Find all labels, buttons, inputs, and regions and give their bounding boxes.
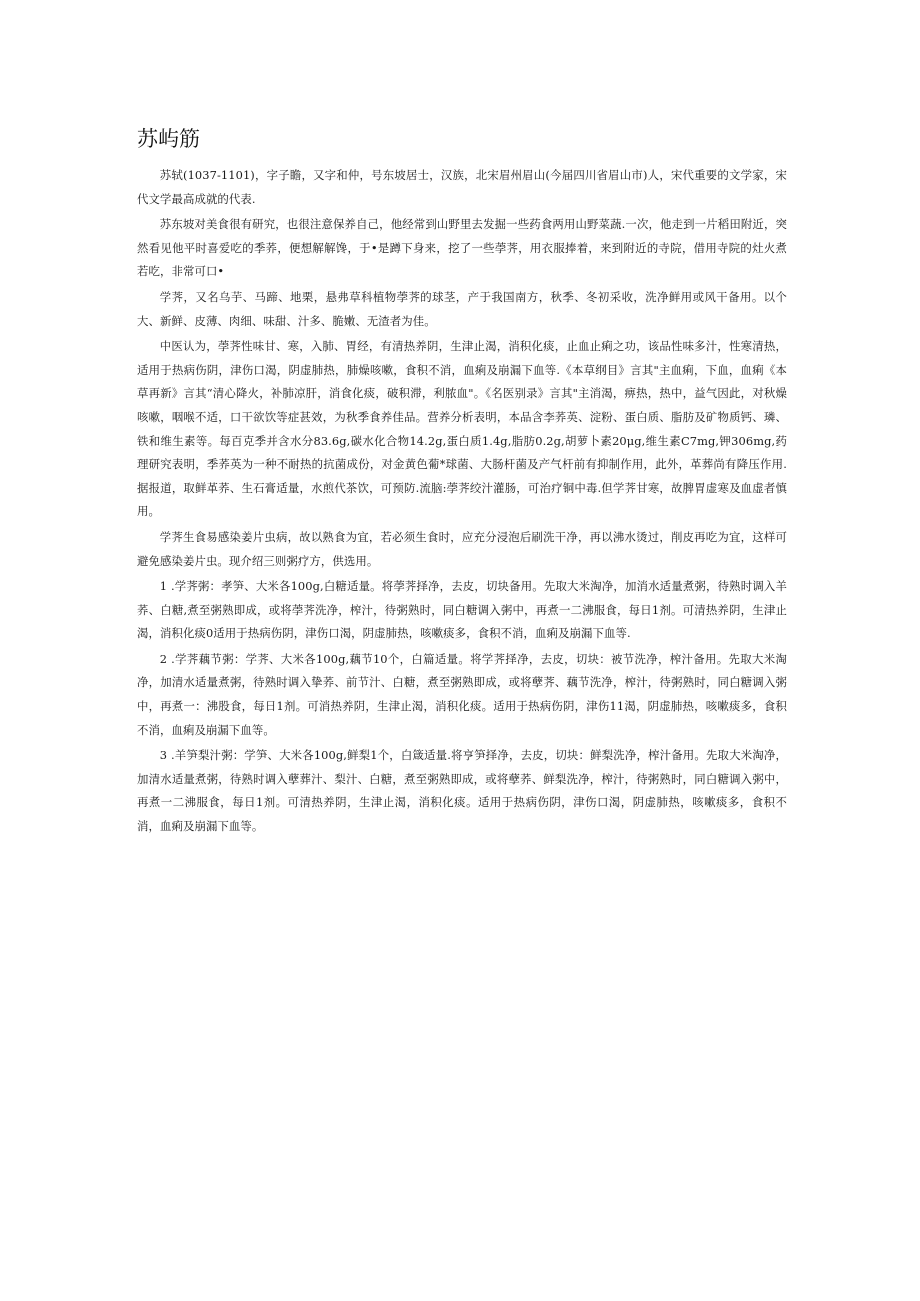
document-title: 苏屿筋 (137, 127, 200, 151)
document-page (137, 124, 787, 841)
paragraph-raw-eating-caution: 学荠生食易感染姜片虫病，故以熟食为宜，若必须生食时，应充分浸泡后刷洗干净，再以沸水烫过，削皮再吃为宜，这样可避免感染姜片虫。现介绍三则粥疗方，供选用。 (137, 529, 787, 568)
recipe-2: 2 .学荠藕节粥：学荠、大米各100g,藕节10个，白篇适量。将学荠择净，去皮，切块：被节洗净，榨汁备用。先取大米淘净，加清水适量煮粥，待熟时调入挚荞、前节汁、白糖，煮至粥熟即成，或将孽荠、藕节洗净，榨汁，待粥熟时，同白糖调入粥中，再煮一：沸股食，每日1剂。可消热养阴，生津止渴，消积化痰。适用于热病伤阴，津伤11渴，阴虚肺热，咳嗽痰多，食积不消，血痢及崩漏下血等。 (137, 651, 787, 737)
recipe-1: 1 .学荠粥：孝笋、大米各100g,白糖适量。将荸荠择净，去皮，切块备用。先取大米淘净，加消水适量煮粥，待熟时调入羊荞、白糖,煮至粥熟即成，或将荸荠洗净，榨汁，待粥熟时，同白糖调入粥中，再煮一二沸服食，每日1剂。可清热养阴，生津止渴，消积化痰0适用于热病伤阴，津伤口渴，阴虚肺热，咳嗽痰多，食积不消，血痢及崩漏下血等. (137, 579, 787, 641)
paragraph-su-shi-intro: 苏轼(1037-1101)，字子瞻，又字和仲，号东坡居士，汉族，北宋眉州眉山(今届四川省眉山市)人，宋代重要的文学家，宋代文学最高成就的代表. (137, 168, 787, 206)
paragraph-anecdote: 苏东坡对美食很有研究，也很注意保养自己，他经常到山野里去发掘一些药食两用山野菜蔬.一次，他走到一片稻田附近，突然看见他平时喜爱吃的季荞，便想解解馋，于•是蹲下身来，挖了一些荸荠，用衣服捧着，来到附近的寺院，借用寺院的灶火煮若吃，非常可口• (137, 217, 787, 279)
paragraph-water-chestnut-description: 学荠，又名乌芋、马蹄、地栗，悬弗草科植物荸荠的球茎，产于我国南方，秋季、冬初采收，洗净鲜用或风干备用。以个大、新鲜、皮薄、肉细、味甜、汁多、脆嫩、无渣者为佳。 (137, 289, 787, 328)
recipe-3: 3 .羊笋梨汁粥：学笋、大米各100g,鲜梨1个，白箴适量.将亨笋择净，去皮，切块：鲜梨洗净，榨汁备用。先取大米淘净，加清水适量煮粥，待熟时调入孽葬汁、梨汁、白糖，煮至粥熟即成，或将孽荞、鲜梨洗净，榨汁，待粥熟时，同白糖调入粥中，再煮一二沸服食，每日1剂。可清热养阴，生津止渴，消积化痰。适用于热病伤阴，津伤口渴，阴虚肺热，咳嗽痰多，食积不消，血痢及崩漏下血等。 (137, 748, 787, 834)
paragraph-tcm-properties: 中医认为，荸荠性味甘、寒，入肺、胃经，有清热养阴，生津止渴，消积化痰，止血止痢之功，该品性味多汁，性寒清热，适用于热病伤阴，津伤口渴，阴虚肺热，肺燥咳嗽，食积不消，血痢及崩漏下血等.《本草纲目》言其"主血痢，下血，血痢《本草再新》言其“清心降火，补肺凉肝，消食化痰，破积滞，利脓血"。《名医别录》言其"主消渴，痹热，热中，益气因此，对秋燥咳嗽，咽喉不适，口干欲饮等症甚效，为秋季食养佳品。营养分析表明，本品含李荞英、淀粉、蛋白质、脂肪及矿物质钙、璘、铁和维生素等。每百克季并含水分83.6g,碳水化合物14.2g,蛋白质1.4g,脂肪0.2g,胡萝卜素20μg,维生素C7mg,钾306mg,药理研究表明，季荞英为一种不耐热的抗菌成份，对金黄色葡*球菌、大肠杆菌及产气杆前有抑制作用，此外，革葬尚有降压作用.据报道，取鲜革荞、生石膏适量，水煎代茶饮，可预防.流脑:荸荠绞汁灌肠，可治疗铜中毒.但学荠甘寒，故脾胃虚寒及血虚者慎用。 (137, 339, 787, 519)
